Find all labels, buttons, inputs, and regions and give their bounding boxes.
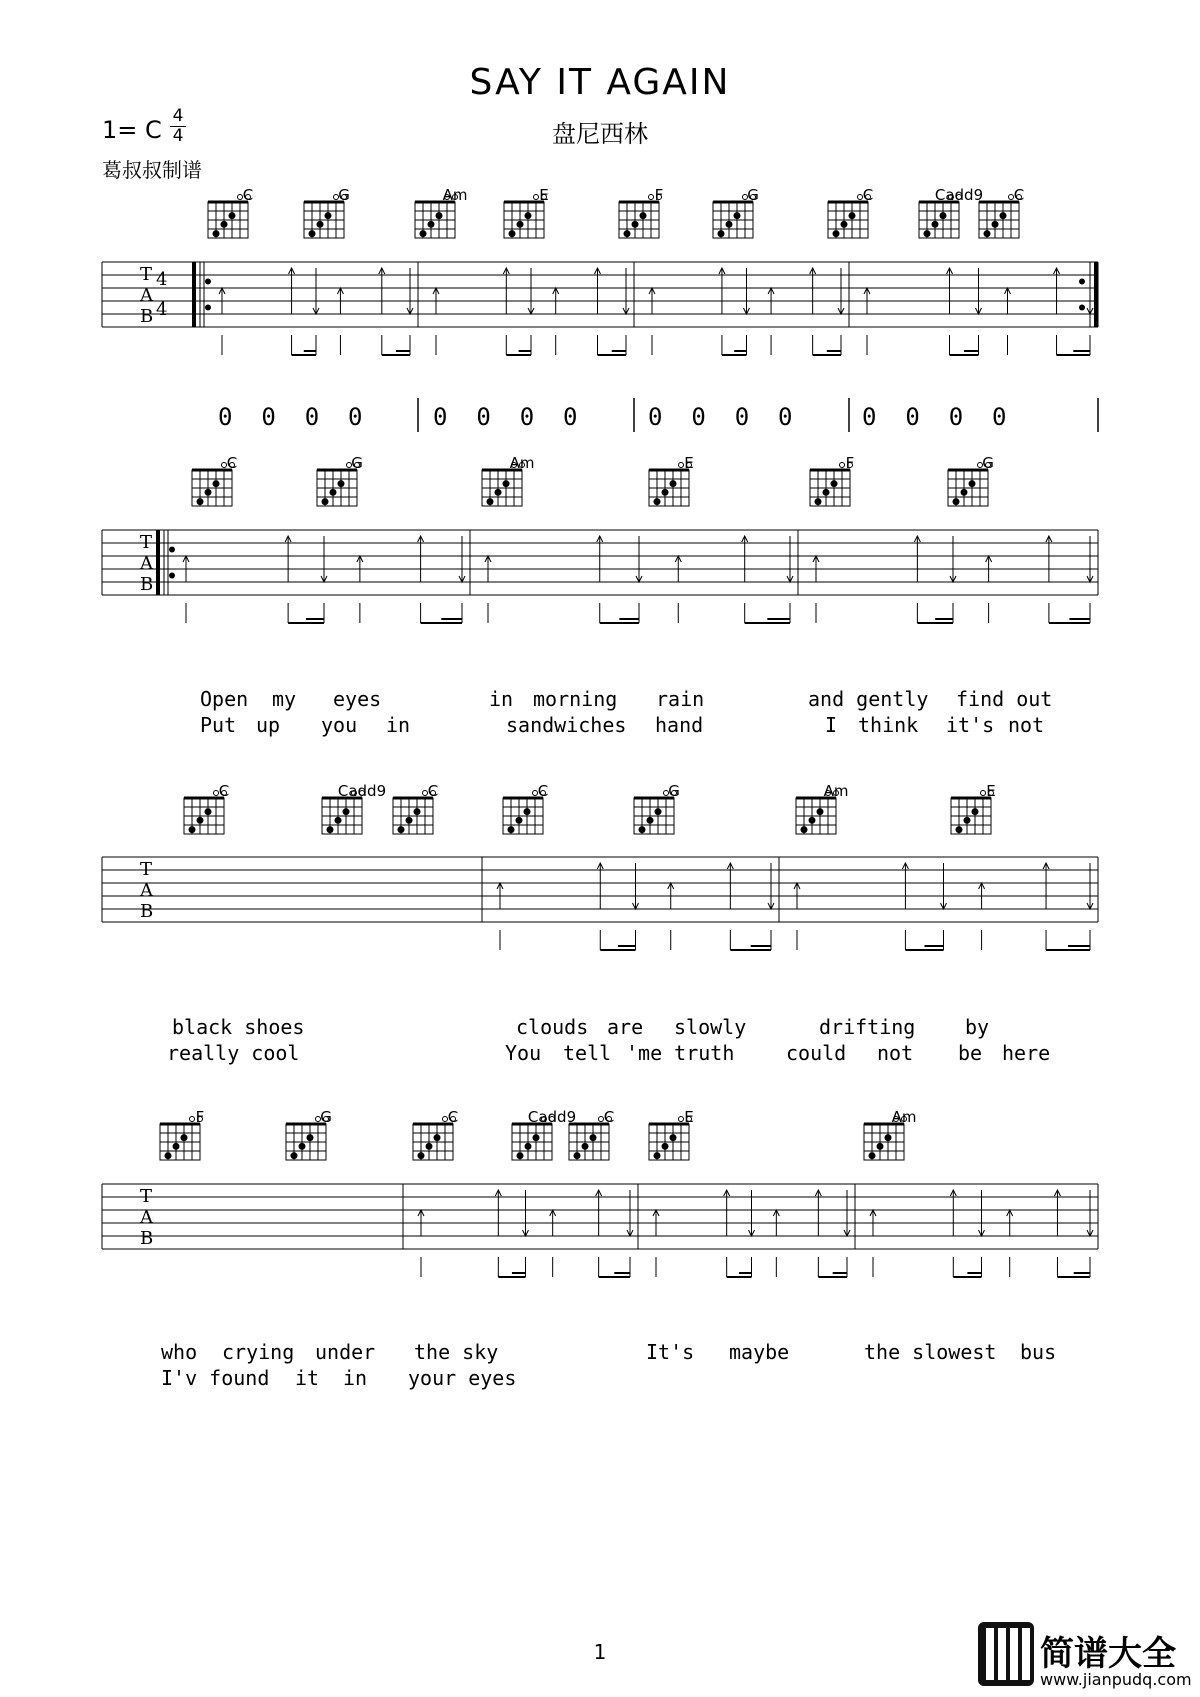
chord-finger-dot [662,1143,669,1150]
lyric-word: I'v found [161,1366,270,1390]
lyric-word: not [1008,713,1045,737]
lyric-word: the slowest [864,1340,997,1364]
chord-name: Am [891,1108,917,1126]
chord-finger-dot [964,817,971,824]
chord-finger-dot [525,212,532,219]
lyric-word: in [343,1366,368,1390]
chord-finger-dot [972,808,979,815]
repeat-end-bar [1094,262,1098,327]
chord-finger-dot [173,1143,180,1150]
chord-finger-dot [849,212,856,219]
lyric-word: crying [222,1340,295,1364]
chord-name: C [862,186,874,204]
chord-name: Cadd9 [527,1108,577,1126]
chord-finger-dot [205,489,212,496]
chord-name: E [684,454,694,472]
chord-finger-dot [516,817,523,824]
tab-letter: A [140,553,153,574]
chord-name: E [684,1108,694,1126]
chord-name: Am [509,454,535,472]
key-signature: 1= C [102,116,162,144]
repeat-dot [205,305,211,311]
time-bottom: 4 [172,126,184,146]
chord-finger-dot [640,212,647,219]
tab-time-sig: 4 [156,269,168,290]
chord-finger-dot [229,212,236,219]
chord-finger-dot [654,1152,661,1159]
chord-finger-dot [525,1143,532,1150]
repeat-start-bar [156,530,160,595]
lyric-word: could [786,1041,847,1065]
lyric-word: bus [1020,1340,1057,1364]
lyric-word: think [858,713,919,737]
chord-finger-dot [322,498,329,505]
chord-finger-dot [647,817,654,824]
chord-finger-dot [624,230,631,237]
lyric-word: sandwiches [506,713,627,737]
repeat-dot [169,547,175,553]
chord-finger-dot [406,817,413,824]
chord-finger-dot [436,212,443,219]
lyric-word: your eyes [408,1366,517,1390]
chord-name: G [747,186,759,204]
lyric-word: find out [956,687,1053,711]
chord-name: C [427,782,439,800]
tab-time-sig: 4 [156,299,168,320]
tab-letter: T [140,264,153,285]
chord-finger-dot [509,230,516,237]
lyric-word: you [321,713,358,737]
lyric-word: the sky [414,1340,499,1364]
chord-finger-dot [639,826,646,833]
chord-finger-dot [992,221,999,228]
lyric-word: my [272,687,297,711]
chord-name: C [603,1108,615,1126]
chord-finger-dot [189,826,196,833]
chord-finger-dot [517,221,524,228]
chord-finger-dot [327,826,334,833]
rhythm-measure: 0 0 0 0 [433,403,578,431]
chord-finger-dot [325,212,332,219]
chord-finger-dot [984,230,991,237]
lyric-word: drifting [819,1015,916,1039]
chord-finger-dot [877,1143,884,1150]
rhythm-measure: 0 0 0 0 [648,403,793,431]
tab-letter: B [140,1228,154,1249]
chord-finger-dot [718,230,725,237]
chord-name: Cadd9 [934,186,984,204]
tab-letter: A [140,285,153,306]
chord-finger-dot [841,221,848,228]
repeat-dot [1079,305,1085,311]
repeat-dot [169,573,175,579]
lyric-word: by [965,1015,990,1039]
chord-finger-dot [420,230,427,237]
chord-finger-dot [197,498,204,505]
chord-finger-dot [205,808,212,815]
chord-name: C [242,186,254,204]
lyric-word: slowly [674,1015,747,1039]
chord-finger-dot [414,808,421,815]
tab-letter: B [140,901,154,922]
chord-finger-dot [817,808,824,815]
lyric-word: black shoes [172,1015,305,1039]
song-title: SAY IT AGAIN [469,62,731,103]
tab-letter: T [140,859,153,880]
chord-finger-dot [582,1143,589,1150]
artist-name: 盘尼西林 [552,120,648,148]
chord-finger-dot [932,221,939,228]
chord-finger-dot [418,1152,425,1159]
time-top: 4 [172,106,184,126]
lyric-word: under [315,1340,376,1364]
lyric-word: tell [563,1041,612,1065]
repeat-dot [1079,279,1085,285]
lyric-word: are [607,1015,644,1039]
chord-name: E [986,782,996,800]
chord-finger-dot [330,489,337,496]
chord-finger-dot [165,1152,172,1159]
lyric-word: hand [655,713,704,737]
lyric-word: You [505,1041,542,1065]
lyric-word: not [877,1041,914,1065]
chord-finger-dot [953,498,960,505]
chord-finger-dot [670,480,677,487]
chord-finger-dot [969,480,976,487]
lyric-word: in [489,687,514,711]
chord-finger-dot [181,1134,188,1141]
chord-finger-dot [508,826,515,833]
chord-name: Am [442,186,468,204]
chord-finger-dot [343,808,350,815]
lyric-word: and gently [808,687,929,711]
chord-finger-dot [213,230,220,237]
chord-finger-dot [426,1143,433,1150]
chord-finger-dot [309,230,316,237]
logo-url: www.jianpudq.com [1040,1670,1192,1689]
chord-name: G [320,1108,332,1126]
lyric-word: clouds [516,1015,589,1039]
chord-finger-dot [197,817,204,824]
tab-letter: T [140,1186,153,1207]
chord-finger-dot [291,1152,298,1159]
lyric-word: up [256,713,281,737]
chord-finger-dot [317,221,324,228]
chord-finger-dot [574,1152,581,1159]
chord-finger-dot [924,230,931,237]
chord-name: F [195,1108,205,1126]
chord-finger-dot [815,498,822,505]
lyric-word: It's [646,1340,695,1364]
chord-name: Cadd9 [337,782,387,800]
chord-finger-dot [632,221,639,228]
chord-name: C [537,782,549,800]
chord-finger-dot [670,1134,677,1141]
chord-finger-dot [833,230,840,237]
chord-name: C [1013,186,1025,204]
chord-finger-dot [734,212,741,219]
chord-finger-dot [434,1134,441,1141]
lyric-word: morning [533,687,618,711]
chord-finger-dot [213,480,220,487]
chord-name: F [654,186,664,204]
chord-name: G [338,186,350,204]
chord-finger-dot [885,1134,892,1141]
chord-finger-dot [503,480,510,487]
chord-name: G [668,782,680,800]
logo-text: 简谱大全 [1040,1634,1176,1674]
chord-finger-dot [1000,212,1007,219]
chord-finger-dot [338,480,345,487]
tab-letter: B [140,574,154,595]
chord-name: C [447,1108,459,1126]
chord-finger-dot [221,221,228,228]
lyric-word: Open [200,687,249,711]
lyric-word: be [958,1041,983,1065]
lyric-word: rain [656,687,705,711]
tab-letter: B [140,306,154,327]
lyric-word: maybe [729,1340,790,1364]
lyric-word: in [386,713,411,737]
chord-finger-dot [831,480,838,487]
chord-finger-dot [524,808,531,815]
chord-finger-dot [533,1134,540,1141]
lyric-word: Put [200,713,237,737]
repeat-dot [205,279,211,285]
chord-finger-dot [940,212,947,219]
tab-letter: T [140,532,153,553]
rhythm-measure: 0 0 0 0 [862,403,1007,431]
chord-finger-dot [654,498,661,505]
chord-finger-dot [662,489,669,496]
chord-finger-dot [590,1134,597,1141]
page-number: 1 [593,1640,607,1664]
lyric-word: really cool [167,1041,300,1065]
chord-finger-dot [517,1152,524,1159]
chord-finger-dot [655,808,662,815]
chord-name: G [351,454,363,472]
tab-letter: A [140,1207,153,1228]
chord-finger-dot [956,826,963,833]
chord-name: G [982,454,994,472]
chord-name: C [226,454,238,472]
chord-name: E [539,186,549,204]
lyric-word: eyes [333,687,382,711]
chord-finger-dot [869,1152,876,1159]
repeat-start-bar [192,262,196,327]
chord-finger-dot [809,817,816,824]
lyric-word: it [295,1366,320,1390]
lyric-word: I [825,713,838,737]
rhythm-measure: 0 0 0 0 [218,403,363,431]
lyric-word: here [1002,1041,1051,1065]
lyric-word: 'me truth [626,1041,735,1065]
chord-finger-dot [307,1134,314,1141]
chord-finger-dot [823,489,830,496]
chord-finger-dot [487,498,494,505]
chord-finger-dot [961,489,968,496]
chord-finger-dot [726,221,733,228]
tab-letter: A [140,880,153,901]
lyric-word: it's [946,713,995,737]
chord-name: F [845,454,855,472]
lyric-word: who [161,1340,198,1364]
chord-finger-dot [801,826,808,833]
chord-finger-dot [398,826,405,833]
chord-name: C [218,782,230,800]
chord-finger-dot [428,221,435,228]
chord-finger-dot [495,489,502,496]
chord-name: Am [823,782,849,800]
chord-finger-dot [335,817,342,824]
arranger-credit: 葛叔叔制谱 [102,158,202,182]
chord-finger-dot [299,1143,306,1150]
